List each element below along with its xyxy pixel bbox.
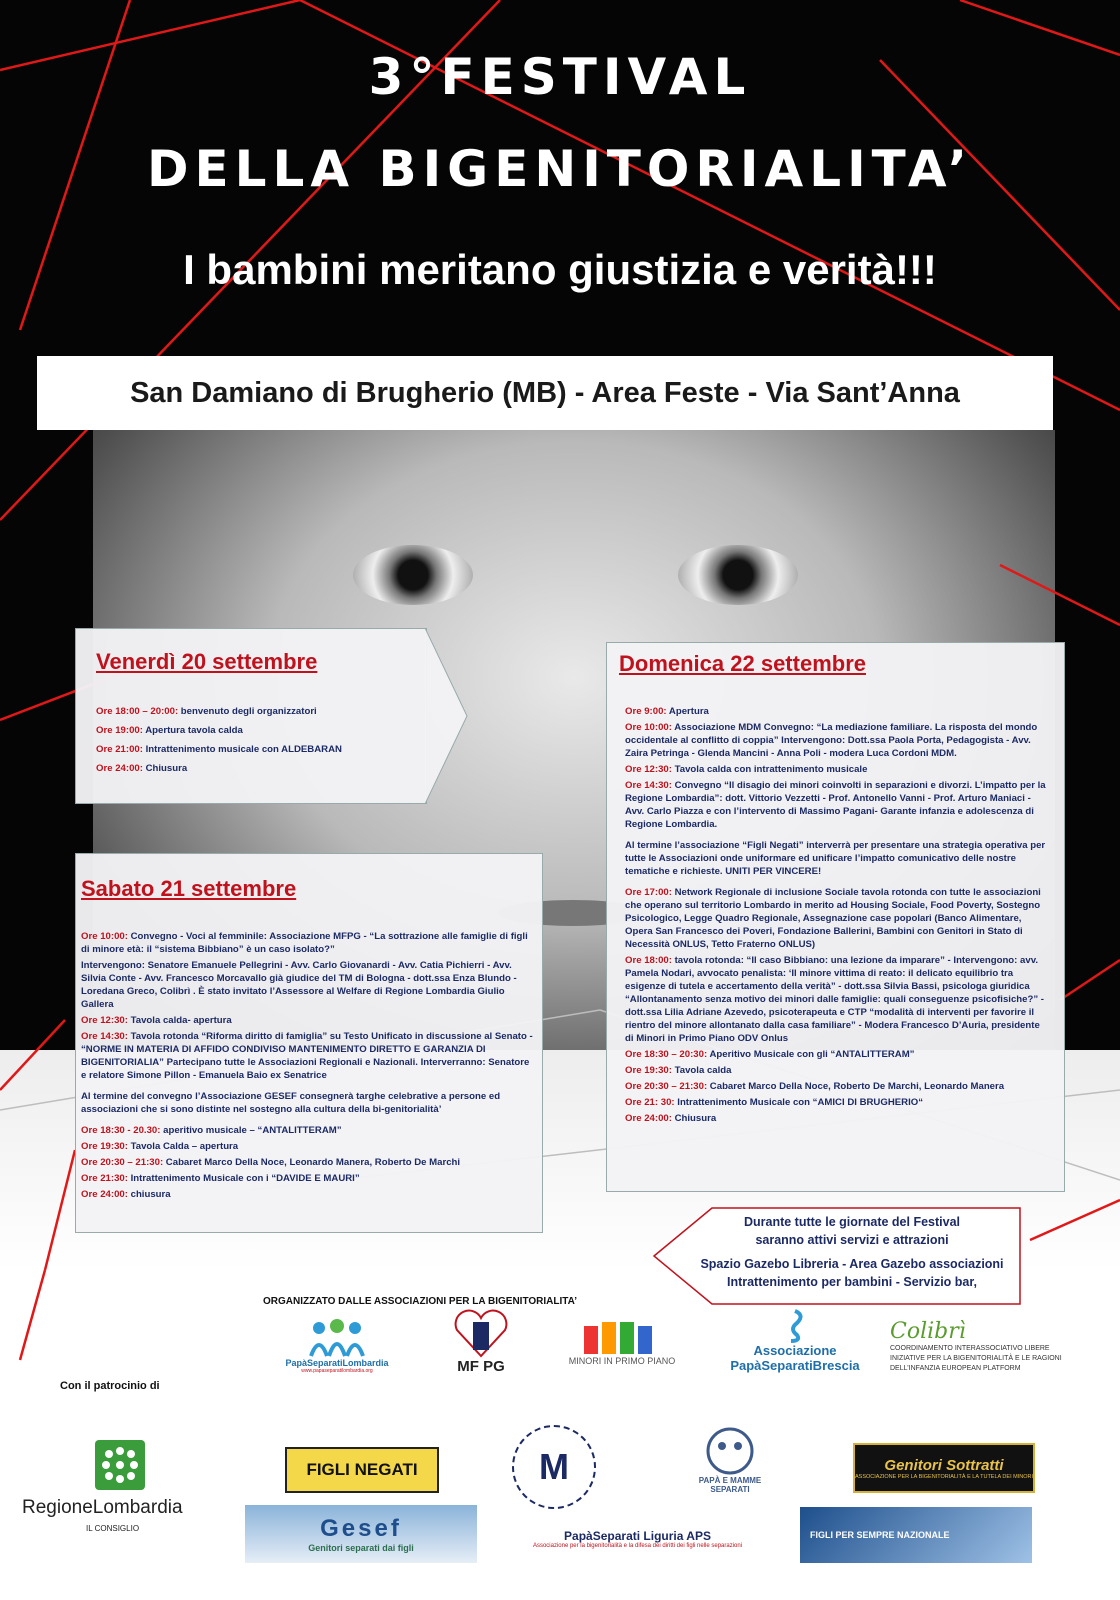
note-line4: Intrattenimento per bambini - Servizio bar, [726,1275,978,1289]
papa-separati-liguria-logo: PapàSeparati Liguria APS Associazione per la bigenitorialità e la difesa dei diritti dei figli nelle separazioni [532,1529,743,1549]
saturday-schedule [81,930,536,1204]
figli-negati-logo: FIGLI NEGATI [285,1447,439,1493]
family-circle-icon [700,1426,760,1476]
schedule-item: Ore 12:30: Tavola calda- apertura [81,1015,232,1026]
regione-lombardia-logo [95,1440,145,1490]
heart-icon [451,1308,511,1358]
papa-separati-lombardia-logo: PapàSeparatiLombardia www.papaseparatilombardia.org [282,1310,392,1382]
minori-primo-piano-logo: MINORI IN PRIMO PIANO [562,1300,682,1382]
figli-per-sempre-logo: FIGLI PER SEMPRE NAZIONALE [800,1507,1032,1563]
schedule-item: Ore 18:00: tavola rotonda: “Il caso Bibbiano: una lezione da imparare” - Intervengono: avv. Pamela Nodari, avvocato penalista: ‘Il minore vittima di reato: il delicato equilibrio tra esigenze di tutela e accertamento della verità” - dott.ssa Silvia Bassi, psicologa giuridica “Allontanamento senza motivo dei minori dalle famiglie: quali conseguenze psicofisiche?” - dott.ssa Lilia Adriane Azevedo, psicoterapeuta e CTP “modalità di interventi per favorire il rientro del minore allontanato dalla casa familiare” - Modera Francesco D’Auria, presidente di Minori in Primo Piano ODV Onlus [625,955,1045,1044]
gesef-logo: Gesef Genitori separati dai figli [245,1505,477,1563]
mfpg-logo: MF PG [440,1300,522,1382]
seahorse-icon [783,1309,807,1343]
festival-title-line1: 3°FESTIVAL [368,48,752,106]
schedule-item: Ore 18:00 – 20:00: benvenuto degli organizzatori [96,706,317,717]
location-banner [37,356,1053,430]
schedule-item: Al termine l’associazione “Figli Negati” interverrà per presentare una strategia operativa per tutte le Associazioni onde uniformare ed unificare l’impatto comunicativo delle nostre tematiche e richieste. UNITI PER VINCERE! [625,840,1046,877]
friday-arrow-point [425,628,470,804]
festival-title-line2: DELLA BIGENITORIALITA’ [146,140,974,198]
sunday-schedule [625,705,1050,1128]
schedule-item: Ore 24:00: chiusura [81,1189,171,1200]
schedule-item: Ore 17:00: Network Regionale di inclusione Sociale tavola rotonda con tutte le associazioni che operano sul territorio Lombardo in merito ad Housing Sociale, Food Poverty, Sostegno Psicologico, Legge Quadro Regionale, Assegnazione case popolari (Banco Alimentare, Opera San Francesco dei Poveri, Fondazione Ballerini, Bambini con Genitori in Stato di Necessità ONLUS, Tetto Fraterno ONLUS) [625,887,1041,950]
location-text: San Damiano di Brugherio (MB) - Area Feste - Via Sant’Anna [130,376,960,409]
note-line1: Durante tutte le giornate del Festival [743,1215,960,1229]
festival-subtitle: I bambini meritano giustizia e verità!!! [183,246,937,293]
schedule-item: Ore 10:00: Convegno - Voci al femminile: Associazione MFPG - “La sottrazione alle famiglie di figli di minore età: il “sistema Bibbiano” è un caso isolato?” [81,931,528,955]
friday-panel [75,628,427,804]
sunday-heading: Domenica 22 settembre [619,651,866,676]
saturday-heading: Sabato 21 settembre [81,876,297,901]
mdm-logo: M [512,1425,596,1509]
schedule-item: Ore 18:30 - 20.30: aperitivo musicale – “ANTALITTERAM” [81,1125,342,1136]
schedule-item: Ore 14:30: Convegno “Il disagio dei minori coinvolti in separazioni e divorzi. L’impatto per la Regione Lombardia”: dott. Vittorio Vezzetti - Prof. Antonello Vanni - Prof. Arturo Maniaci - Avv. Carlo Piazza e con l’intervento di Massimo Pagani- Garante infanzia e adolescenza di Regione Lombardia. [625,780,1046,830]
schedule-item: Ore 19:00: Apertura tavola calda [96,725,243,736]
schedule-item: Ore 24:00: Chiusura [96,763,188,774]
genitori-sottratti-logo: Genitori Sottratti ASSOCIAZIONE PER LA BIGENITORIALITÀ E LA TUTELA DEI MINORI [853,1443,1035,1493]
family-figures-icon [307,1318,367,1358]
saturday-panel [75,853,543,1233]
schedule-item: Ore 24:00: Chiusura [625,1113,717,1124]
schedule-item: Ore 21:00: Intrattenimento musicale con ALDEBARAN [96,744,342,755]
papa-mamme-separati-logo: PAPÀ E MAMME SEPARATI [690,1415,770,1505]
schedule-item: Ore 21: 30: Intrattenimento Musicale con “AMICI DI BRUGHERIO“ [625,1097,924,1108]
colibri-logo: Colibrì COORDINAMENTO INTERASSOCIATIVO LIBERE INIZIATIVE PER LA BIGENITORIALITÀ E LE RAGIONI DELL’INFANZIA EUROPEAN PLATFORM [890,1318,1062,1372]
schedule-item: Intervengono: Senatore Emanuele Pellegrini - Avv. Carlo Giovanardi - Avv. Catia Pichierri - Avv. Silvia Conte - Avv. Francesco Morcavallo già giudice del TM di Bologna - dott.ssa Enza Blundo - Loredana Greco, Colibrì . È stato invitato l’Assessore al Welfare di Regione Lombardia Giulio Gallera [81,960,517,1010]
schedule-item: Al termine del convegno l’Associazione GESEF consegnerà targhe celebrative a persone ed associazioni che si sono distinte nel sostegno alla cultura della bi-genitorialità’ [81,1091,501,1115]
sunday-panel [606,642,1065,1192]
schedule-item: Ore 20:30 – 21:30: Cabaret Marco Della Noce, Leonardo Manera, Roberto De Marchi [81,1157,461,1168]
schedule-item: Ore 19:30: Tavola calda [625,1065,732,1076]
schedule-item: Ore 10:00: Associazione MDM Convegno: “La mediazione familiare. La risposta del mondo occidentale al conflitto di coppia” Intervengono: Dott.ssa Paola Porta, Pedagogista - Avv. Zaira Petringa - Glenda Mancini - Anna Poli - modera Luca Cordoni MDM. [625,722,1038,759]
schedule-item: Ore 12:30: Tavola calda con intrattenimento musicale [625,764,868,775]
note-line2: saranno attivi servizi e attrazioni [755,1233,949,1247]
schedule-item: Ore 21:30: Intrattenimento Musicale con i “DAVIDE E MAURI” [81,1173,360,1184]
friday-schedule [96,705,426,781]
friday-heading: Venerdì 20 settembre [96,649,318,674]
children-figures-icon [572,1316,672,1356]
regione-lombardia-subtitle: IL CONSIGLIO [86,1524,140,1533]
regione-lombardia-name: RegioneLombardia [22,1497,183,1518]
schedule-item: Ore 14:30: Tavola rotonda “Riforma diritto di famiglia” su Testo Unificato in discussione al Senato - “NORME IN MATERIA DI AFFIDO CONDIVISO MANTENIMENTO DIRETTO E GARANZIA DI BIGENITORIALIA” Partecipano tutte le Associazioni Regionali e Nazionali. Interverranno: Senatore e relatore Simone Pillon - Emanuela Baio ex Senatrice [81,1031,533,1081]
schedule-item: Ore 20:30 – 21:30: Cabaret Marco Della Noce, Roberto De Marchi, Leonardo Manera [625,1081,1005,1092]
note-line3: Spazio Gazebo Libreria - Area Gazebo associazioni [700,1257,1004,1271]
papa-separati-brescia-logo: Associazione PapàSeparatiBrescia [725,1300,865,1382]
schedule-item: Ore 9:00: Apertura [625,706,709,717]
schedule-item: Ore 19:30: Tavola Calda – apertura [81,1141,239,1152]
organizers-caption: ORGANIZZATO DALLE ASSOCIAZIONI PER LA BIGENITORIALITA’ [263,1296,578,1307]
patronage-caption: Con il patrocinio di [60,1380,160,1392]
services-note [652,1207,1022,1305]
schedule-item: Ore 18:30 – 20:30: Aperitivo Musicale con gli “ANTALITTERAM” [625,1049,915,1060]
rosa-camuna-icon [95,1440,145,1490]
